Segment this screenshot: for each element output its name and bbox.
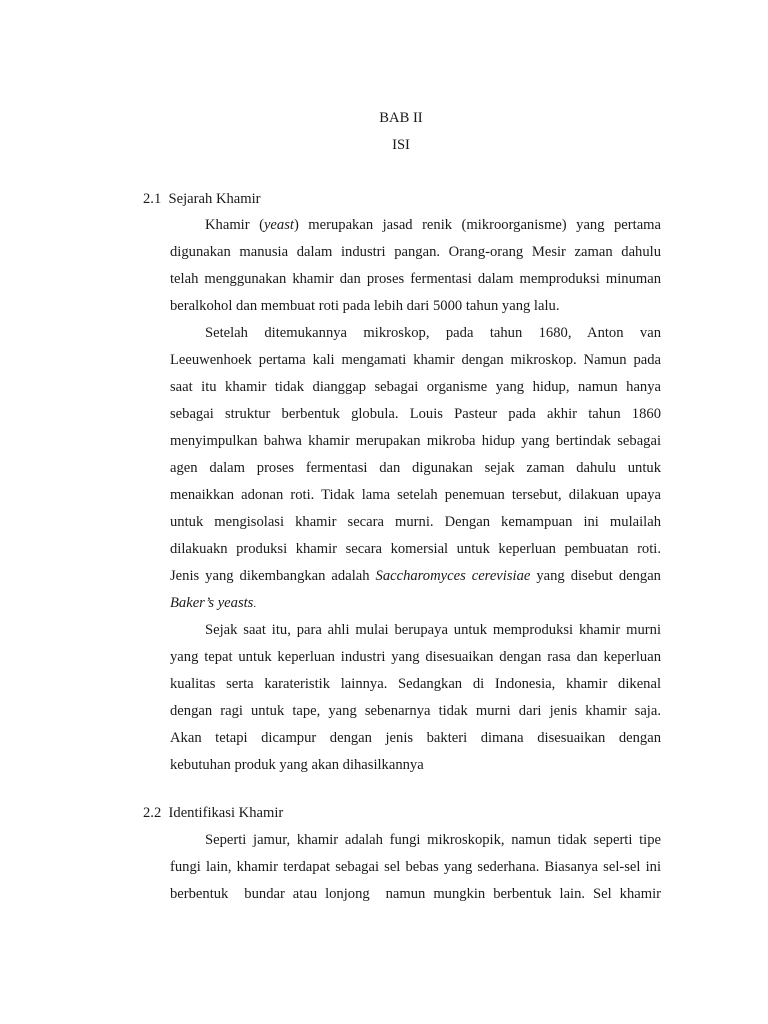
section-2-2-body <box>170 830 661 911</box>
paragraph-line: digunakan manusia dalam industri pangan. Orang-orang Mesir zaman dahulu <box>170 244 661 260</box>
paragraph-line: sebagai struktur berbentuk globula. Louis Pasteur pada akhir tahun 1860 <box>170 406 661 422</box>
paragraph-line: untuk mengisolasi khamir secara murni. Dengan kemampuan ini mulailah <box>170 514 661 530</box>
paragraph-line: Sejak saat itu, para ahli mulai berupaya untuk memproduksi khamir murni <box>205 622 661 638</box>
chapter-label: BAB II <box>379 110 423 126</box>
paragraph-line: Baker’s yeasts. <box>170 595 257 611</box>
paragraph-line: dengan ragi untuk tape, yang sebenarnya tidak murni dari jenis khamir saja. <box>170 703 661 719</box>
paragraph-line: menyimpulkan bahwa khamir merupakan mikroba hidup yang bertindak sebagai <box>170 433 661 449</box>
paragraph-line: fungi lain, khamir terdapat sebagai sel bebas yang sederhana. Biasanya sel-sel ini <box>170 859 661 875</box>
paragraph-line: agen dalam proses fermentasi dan digunakan sejak zaman dahulu untuk <box>170 460 661 476</box>
paragraph-line: kualitas serta karateristik lainnya. Sedangkan di Indonesia, khamir dikenal <box>170 676 661 692</box>
paragraph-line: menaikkan adonan roti. Tidak lama setelah penemuan tersebut, dilakuan upaya <box>170 487 661 503</box>
paragraph-line: Leeuwenhoek pertama kali mengamati khamir dengan mikroskop. Namun pada <box>170 352 661 368</box>
paragraph-line: saat itu khamir tidak dianggap sebagai organisme yang hidup, namun hanya <box>170 379 661 395</box>
paragraph-line: Khamir (yeast) merupakan jasad renik (mikroorganisme) yang pertama <box>205 217 661 233</box>
paragraph-line: Seperti jamur, khamir adalah fungi mikroskopik, namun tidak seperti tipe <box>205 832 661 848</box>
section-heading-2-1: 2.1 Sejarah Khamir <box>143 191 261 207</box>
paragraph-line: yang tepat untuk keperluan industri yang disesuaikan dengan rasa dan keperluan <box>170 649 661 665</box>
paragraph-line: beralkohol dan membuat roti pada lebih dari 5000 tahun yang lalu. <box>170 298 560 314</box>
section-2-1-body <box>170 215 661 782</box>
paragraph-line: dilakuakn produksi khamir secara komersial untuk keperluan pembuatan roti. <box>170 541 661 557</box>
paragraph-line: Setelah ditemukannya mikroskop, pada tahun 1680, Anton van <box>205 325 661 341</box>
paragraph-line: Akan tetapi dicampur dengan jenis bakteri dimana disesuaikan dengan <box>170 730 661 746</box>
paragraph-line: Jenis yang dikembangkan adalah Saccharomyces cerevisiae yang disebut dengan <box>170 568 661 584</box>
paragraph-line: telah menggunakan khamir dan proses fermentasi dalam memproduksi minuman <box>170 271 661 287</box>
section-heading-2-2: 2.2 Identifikasi Khamir <box>143 805 284 821</box>
chapter-title: ISI <box>392 137 410 153</box>
paragraph-line: berbentuk bundar atau lonjong namun mungkin berbentuk lain. Sel khamir <box>170 886 661 902</box>
paragraph-line: kebutuhan produk yang akan dihasilkannya <box>170 757 424 773</box>
